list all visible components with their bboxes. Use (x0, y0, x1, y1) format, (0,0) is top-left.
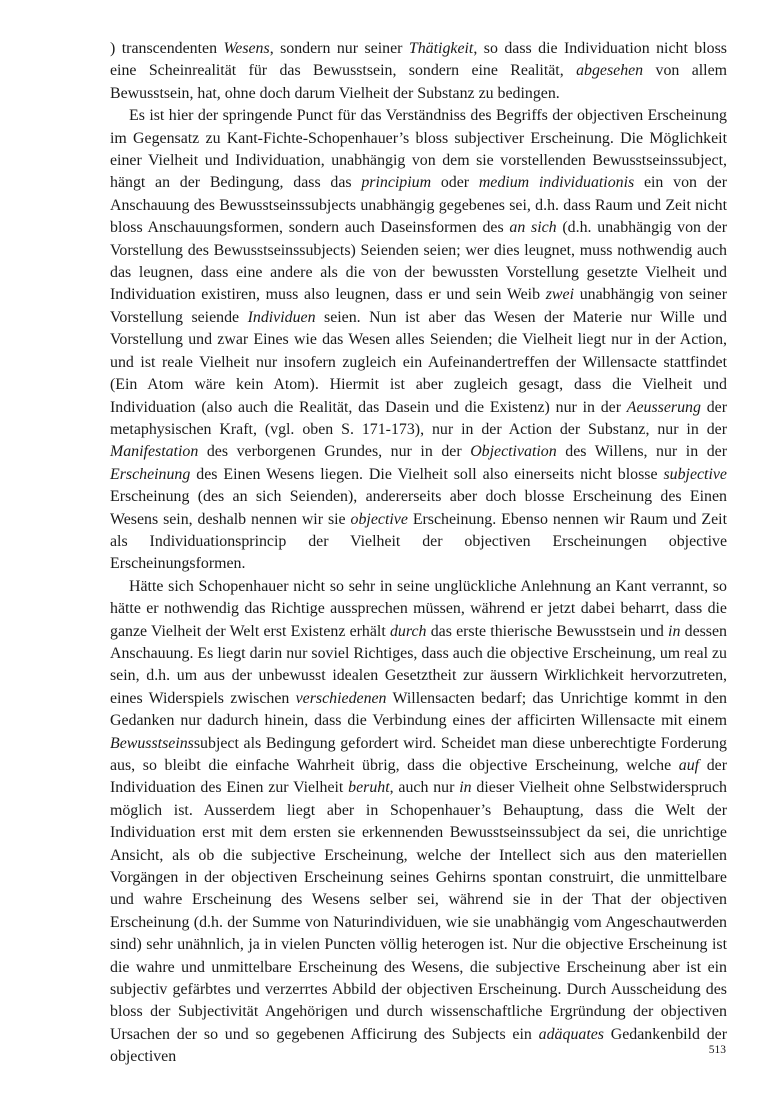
paragraph (110, 38, 727, 105)
text-run: unabhängig von seiner Vorstellung seiende (110, 286, 727, 326)
text-run: (d.h. unabhängig von der Vorstellung des Bewusstseinssubjects) Seienden seien; wer dies leugnet, muss nothwendig auch das leugnen, dass eine andere als die von der bewussten Vorstellung gesetzte Vielheit und Individuation existiren, muss also leugnen, dass er und sein Weib (110, 219, 727, 304)
text-run: seien. Nun ist aber das Wesen der Materie nur Wille und Vorstellung und zwar Eines wie das Wesen alles Seienden; die Vielheit liegt nur in der Action, und ist reale Vielheit nur insofern zugleich ein Aufeinandertreffen der Willensacte stattfindet (Ein Atom wäre kein Atom). Hiermit ist aber zugleich gesagt, dass die Vielheit und Individuation (also auch die Realität, das Dasein und die Existenz) nur in der (110, 308, 727, 416)
text-run: , auch nur (389, 779, 460, 797)
text-run: , so dass die Individuation nicht bloss eine Scheinrealität für das Bewusstsein, sondern eine Realität, (110, 40, 727, 80)
text-run: Willensacten bedarf; das Unrichtige kommt in den Gedanken nur dadurch hinein, dass die Verbindung eines der afficirten Willensacte mit einem (110, 689, 728, 730)
text-run: von allem Bewusstsein, hat, ohne doch darum Vielheit der Substanz zu bedingen. (110, 62, 728, 102)
text-run: der Individuation des Einen zur Vielheit (110, 757, 727, 797)
text-run: subject als Bedingung gefordert wird. Scheidet man diese unberechtigte Forderung aus, so bleibt die einfache Wahrheit übrig, dass die objective Erscheinung, welche (110, 734, 727, 774)
italic-text: zwei (545, 286, 574, 304)
italic-text: Wesens (223, 40, 270, 57)
italic-text: durch (389, 622, 427, 640)
italic-text: subjective (663, 465, 727, 483)
text-run: der metaphysischen Kraft, (vgl. oben S. 171-173), nur in der Action der Substanz, nur in der (110, 398, 728, 438)
italic-text: Erscheinung (110, 465, 191, 483)
text-run: dessen Anschauung. Es liegt darin nur soviel Richtiges, dass auch die objective Erscheinung, um real zu sein, d.h. um aus der unbewusst idealen Gesetztheit zur äussern Wirklichkeit hervorzutreten, eines Widerspiels zwischen (110, 622, 727, 707)
text-run: ) transcendenten (110, 40, 224, 57)
italic-text: abgesehen (576, 62, 644, 80)
italic-text: Manifestation (110, 443, 199, 461)
italic-text: in (668, 622, 681, 640)
italic-text: in (459, 779, 472, 797)
text-run: oder (431, 174, 479, 192)
text-run: des verborgenen Grundes, nur in der (198, 443, 471, 461)
italic-text: verschiedenen (295, 689, 387, 707)
italic-text: Thätigkeit (408, 40, 474, 57)
italic-text: principium (361, 174, 432, 192)
text-run: Es ist hier der springende Punct für das Verständniss des Begriffs der objectiven Erscheinung im Gegensatz zu Kant-Fichte-Schopenhauer’s bloss subjectiver Erscheinung. Die Möglichkeit einer Vielheit und Individuation, unabhängig von dem sie vorstellenden Bewusstseinssubject, hängt an der Bedingung, dass das (110, 107, 727, 192)
text-run: des Willens, nur in der (556, 443, 727, 461)
text-run: ein von der Anschauung des Bewusstseinssubjects unabhängig gegebenes sei, d.h. dass Raum und Zeit nicht bloss Anschauungsformen, sondern auch Daseinsformen des (110, 174, 727, 237)
italic-text: Aeusserung (626, 398, 701, 416)
text-run: Erscheinung. Ebenso nennen wir Raum und Zeit als Individuationsprincip der Vielheit der objectiven Erscheinungen objective Erscheinungsformen. (110, 510, 727, 573)
italic-text: objective (350, 510, 408, 528)
text-run: Erscheinung (des an sich Seienden), andererseits aber doch blosse Erscheinung des Einen Wesens sein, deshalb nennen wir sie (110, 488, 727, 528)
page-body (110, 38, 727, 1069)
italic-text: adäquates (538, 1025, 604, 1043)
italic-text: Bewusstseins (110, 734, 194, 752)
italic-text: auf (678, 757, 700, 774)
text-run: des Einen Wesens liegen. Die Vielheit soll also einerseits nicht blosse (190, 465, 664, 483)
italic-text: Objectivation (470, 443, 557, 461)
text-run: Hätte sich Schopenhauer nicht so sehr in seine unglückliche Anlehnung an Kant verrannt, so hätte er nothwendig das Richtige aussprechen müssen, während er jetzt dabei beharrt, dass die ganze Vielheit der Welt erst Existenz erhält (110, 577, 727, 640)
text-run: dieser Vielheit ohne Selbstwiderspruch möglich ist. Ausserdem liegt aber in Schopenhauer’s Behauptung, dass die Welt der Individuation erst mit dem ersten sie erkennenden Bewusstseinssubject da sei, die unrichtige Ansicht, als ob die subjective Erscheinung, welche der Intellect sich aus den materiellen Vorgängen in der objectiven Erscheinung seines Gehirns spontan construirt, die unmittelbare und wahre Erscheinung des Wesens selber sei, während sie in der That der objectiven Erscheinung (d.h. der Summe von Naturindividuen, wie sie unabhängig vom Angeschautwerden sind) sehr unähnlich, ja in vielen Puncten völlig heterogen ist. Nur die objective Erscheinung ist die wahre und unmittelbare Erscheinung des Wesens, die subjective Erscheinung aber ist ein subjectiv gefärbtes und verzerrtes Abbild der objectiven Erscheinung. Durch Ausscheidung des bloss der Subjectivität Angehörigen und durch wissenschaftliche Ergründung der objectiven Ursachen der so und so gegebenen Afficirung des Subjects ein (110, 779, 727, 1043)
italic-text: beruht (348, 779, 390, 797)
text-run: , sondern nur seiner (269, 40, 409, 57)
italic-text: Individuen (247, 308, 316, 326)
text-run: das erste thierische Bewusstsein und (426, 622, 669, 640)
paragraph (110, 576, 727, 1069)
text-run: Gedankenbild der objectiven (110, 1025, 728, 1066)
paragraph (110, 105, 727, 576)
page-number: 513 (708, 1044, 726, 1056)
italic-text: an sich (509, 219, 557, 237)
italic-text: medium individuationis (478, 174, 635, 192)
